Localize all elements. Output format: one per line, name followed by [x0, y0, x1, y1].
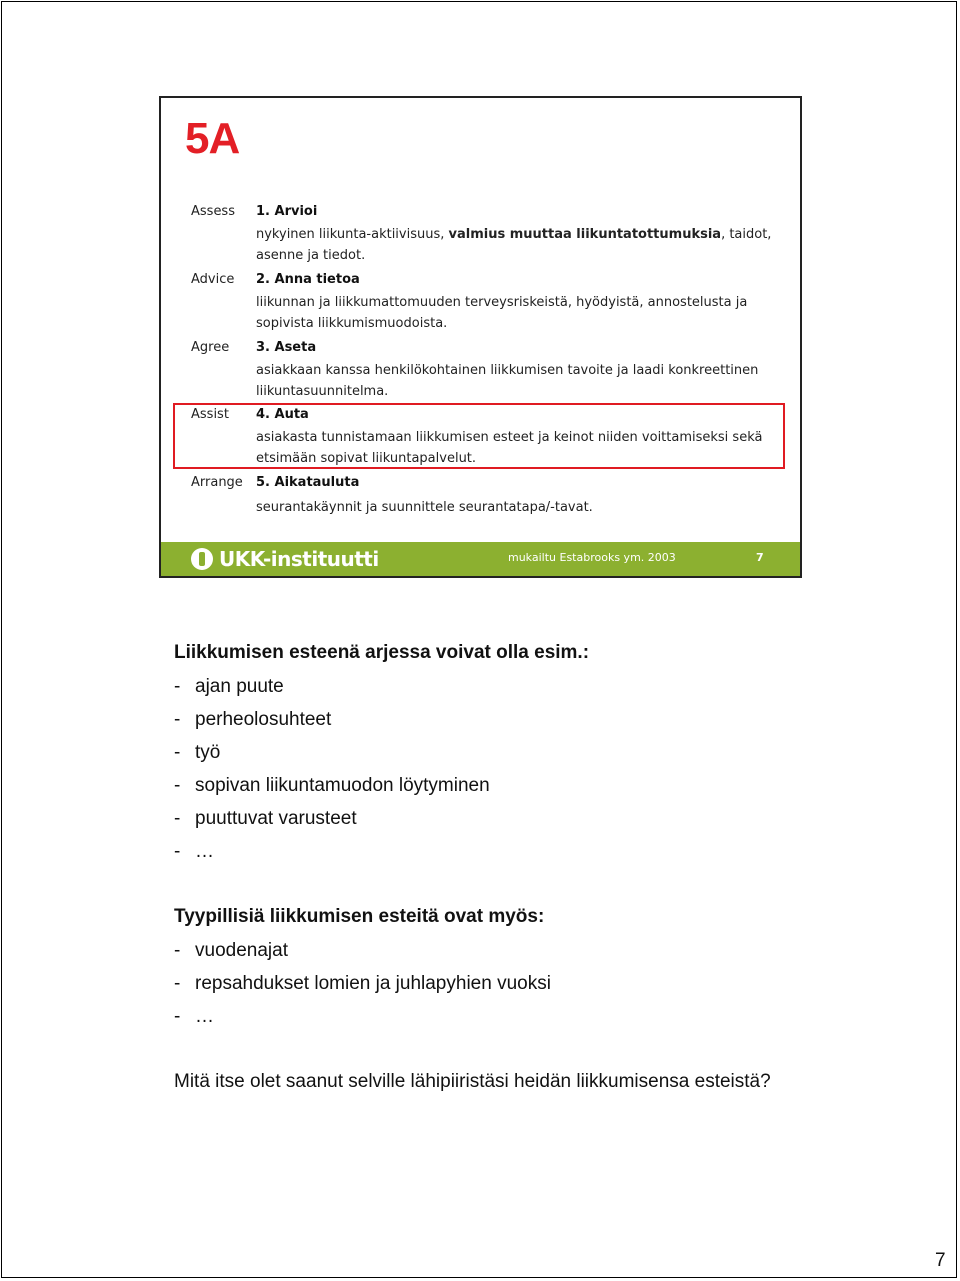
step-heading-arrange: 5. Aikatauluta	[256, 475, 360, 490]
notes	[174, 638, 914, 1097]
step-heading-advice: 2. Anna tietoa	[256, 272, 360, 287]
list-item: - ajan puute	[174, 676, 284, 697]
step-description-agree: asiakkaan kanssa henkilökohtainen liikkumisen tavoite ja laadi konkreettinen liikuntasuunnitelma.	[256, 363, 759, 399]
step-heading-assist: 4. Auta	[256, 407, 309, 422]
list-item: - repsahdukset lomien ja juhlapyhien vuoksi	[174, 973, 551, 994]
ukk-logo-text: UKK-instituutti	[219, 547, 379, 571]
step-description-assess: nykyinen liikunta-aktiivisuus, valmius muuttaa liikuntatottumuksia, taidot, asenne ja tiedot.	[256, 227, 772, 263]
footer-source: mukailtu Estabrooks ym. 2003	[508, 551, 676, 564]
page-number: 7	[935, 1250, 946, 1271]
step-label-advice: Advice	[191, 272, 235, 287]
step-description-assist: asiakasta tunnistamaan liikkumisen esteet ja keinot niiden voittamiseksi sekä etsimään sopivat liikuntapalvelut.	[256, 430, 763, 466]
step-description-advice: liikunnan ja liikkumattomuuden terveysriskeistä, hyödyistä, annostelusta ja sopivista liikkumismuodoista.	[256, 295, 748, 331]
step-label-assist: Assist	[191, 407, 229, 422]
list-item: - työ	[174, 742, 221, 763]
step-heading-agree: 3. Aseta	[256, 340, 317, 355]
step-label-assess: Assess	[191, 204, 235, 219]
slide-title: 5A	[185, 114, 240, 163]
slide	[159, 96, 802, 578]
step-description-arrange: seurantakäynnit ja suunnittele seurantatapa/-tavat.	[256, 500, 593, 515]
list-item: - sopivan liikuntamuodon löytyminen	[174, 775, 490, 796]
ukk-logo	[191, 546, 379, 572]
ukk-logo-icon	[191, 548, 213, 570]
list-item: - …	[174, 1006, 214, 1027]
list-item: - perheolosuhteet	[174, 709, 332, 730]
notes-question: Mitä itse olet saanut selville lähipiiristäsi heidän liikkumisensa esteistä?	[174, 1071, 771, 1092]
step-label-arrange: Arrange	[191, 475, 243, 490]
step-heading-assess: 1. Arvioi	[256, 204, 318, 219]
step-label-agree: Agree	[191, 340, 230, 355]
footer-page-number: 7	[756, 551, 764, 564]
list-item: - puuttuvat varusteet	[174, 808, 357, 829]
notes-heading-2: Tyypillisiä liikkumisen esteitä ovat myös:	[174, 906, 545, 927]
notes-heading-1: Liikkumisen esteenä arjessa voivat olla esim.:	[174, 642, 590, 663]
list-item: - …	[174, 841, 214, 862]
step-description-emphasis: valmius muuttaa liikuntatottumuksia	[448, 227, 722, 242]
slide-footer	[161, 542, 800, 576]
list-item: - vuodenajat	[174, 940, 288, 961]
